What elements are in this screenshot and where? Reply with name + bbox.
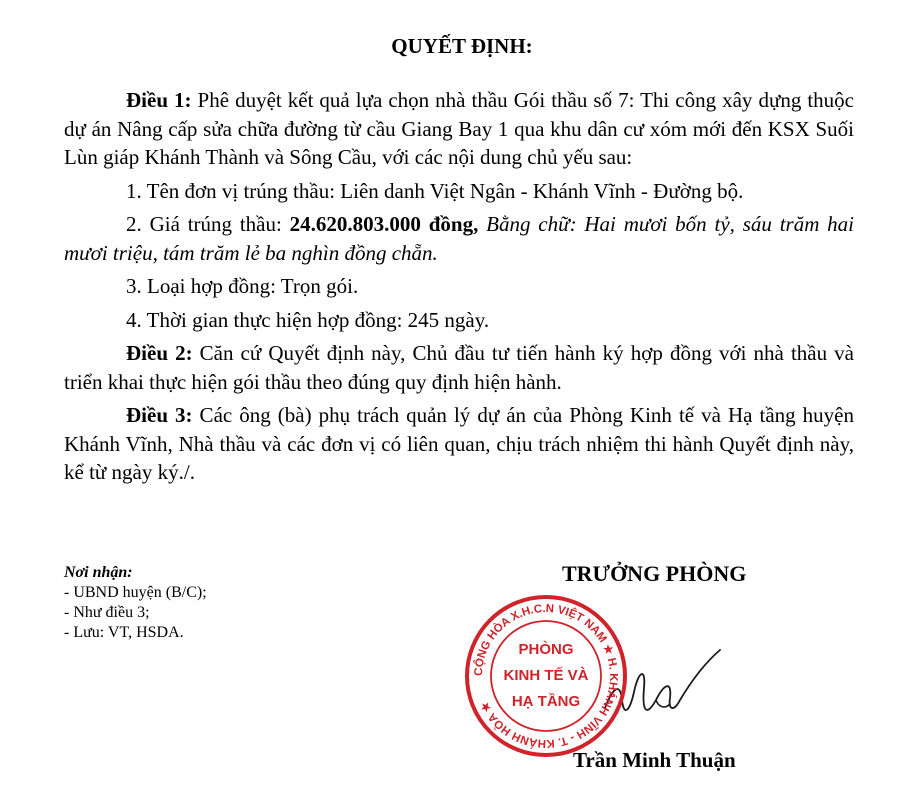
recipient-item: - Lưu: VT, HSDA. bbox=[64, 624, 184, 641]
signer-name: Trần Minh Thuận bbox=[573, 748, 736, 772]
official-seal bbox=[462, 592, 630, 760]
decision-body bbox=[64, 86, 854, 492]
article-1-item-2 bbox=[64, 210, 854, 267]
article-3-label: Điều 3: bbox=[126, 403, 193, 427]
seal-line-1: PHÒNG bbox=[518, 641, 574, 658]
recipient-item: - UBND huyện (B/C); bbox=[64, 584, 207, 601]
item-2-words: Bằng chữ: Hai mươi bốn tỷ, sáu trăm hai mươi triệu, tám trăm lẻ ba nghìn đồng chẵn. bbox=[64, 212, 855, 265]
seal-ring-textpath: CỘNG HÒA X.H.C.N VIỆT NAM ★ H. KHÁNH VĨNH - T. KHÁNH HÒA ★ bbox=[472, 602, 620, 750]
article-3 bbox=[64, 401, 854, 487]
article-2-label: Điều 2: bbox=[126, 341, 193, 365]
recipients-title: Nơi nhận: bbox=[64, 564, 133, 581]
signature-stroke bbox=[656, 700, 670, 707]
item-2-amount: 24.620.803.000 đồng, bbox=[289, 212, 479, 236]
recipient-item: - Như điều 3; bbox=[64, 604, 150, 621]
article-2-text: Căn cứ Quyết định này, Chủ đầu tư tiến hành ký hợp đồng với nhà thầu và triển khai thực hiện gói thầu theo đúng quy định hiện hành. bbox=[64, 341, 854, 394]
signer-title: TRƯỞNG PHÒNG bbox=[562, 561, 747, 586]
recipients-list bbox=[64, 583, 207, 643]
decision-heading: QUYẾT ĐỊNH: bbox=[391, 34, 533, 58]
item-2-prefix: 2. Giá trúng thầu: bbox=[126, 212, 290, 236]
article-3-text: Các ông (bà) phụ trách quản lý dự án của Phòng Kinh tế và Hạ tầng huyện Khánh Vĩnh, Nhà thầu và các đơn vị có liên quan, chịu trách nhiệm thi hành Quyết định này, kể từ ngày ký./. bbox=[64, 403, 855, 484]
article-1 bbox=[64, 86, 854, 172]
seal-line-3: HẠ TẦNG bbox=[511, 693, 581, 710]
article-1-text: Phê duyệt kết quả lựa chọn nhà thầu Gói thầu số 7: Thi công xây dựng thuộc dự án Nâng cấp sửa chữa đường từ cầu Giang Bay 1 qua khu dân cư xóm mới đến KSX Suối Lùn giáp Khánh Thành và Sông Cầu, với các nội dung chủ yếu sau: bbox=[64, 88, 855, 169]
recipients-block bbox=[64, 563, 207, 643]
article-1-item-1: 1. Tên đơn vị trúng thầu: Liên danh Việt Ngân - Khánh Vĩnh - Đường bộ. bbox=[126, 178, 744, 203]
article-1-label: Điều 1: bbox=[126, 88, 192, 112]
article-1-item-3: 3. Loại hợp đồng: Trọn gói. bbox=[126, 274, 359, 298]
article-1-item-4: 4. Thời gian thực hiện hợp đồng: 245 ngày. bbox=[126, 307, 490, 332]
seal-line-2: KINH TẾ VÀ bbox=[503, 667, 589, 684]
article-2 bbox=[64, 339, 854, 396]
